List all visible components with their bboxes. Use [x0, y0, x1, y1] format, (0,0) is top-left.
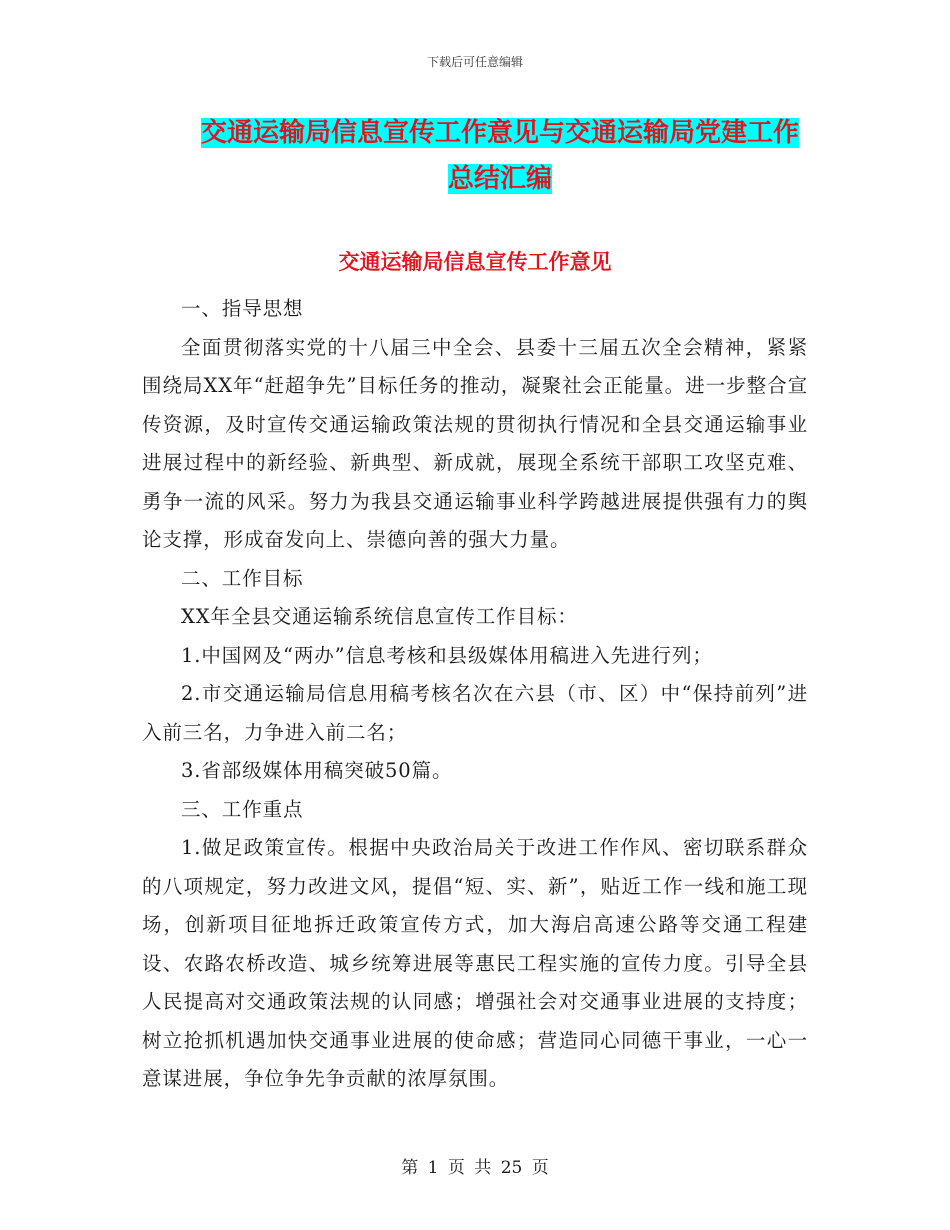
goal-item-3: 3.省部级媒体用稿突破50篇。	[181, 759, 453, 782]
document-body	[142, 290, 808, 1099]
page-footer: 第 1 页 共 25 页	[401, 1158, 549, 1178]
paragraph-policy-publicity: 1.做足政策宣传。根据中央政治局关于改进工作作风、密切联系群众的八项规定，努力改进文风，提倡“短、实、新”，贴近工作一线和施工现场，创新项目征地拆迁政策宣传方式，加大海启高速公路等交通工程建设、农路农桥改造、城乡统筹进展等惠民工程实施的宣传力度。引导全县人民提高对交通政策法规的认同感；增强社会对交通事业进展的支持度；树立抢抓机遇加快交通事业进展的使命感；营造同心同德干事业，一心一意谋进展，争位争先争贡献的浓厚氛围。	[142, 836, 808, 1090]
document-title-line-2: 总结汇编	[447, 164, 552, 194]
heading-work-focus: 三、工作重点	[181, 797, 304, 821]
section-title: 交通运输局信息宣传工作意见	[338, 250, 612, 274]
goal-item-2: 2.市交通运输局信息用稿考核名次在六县（市、区）中“保持前列”进入前三名，力争进入前二名；	[142, 682, 808, 744]
document-title	[150, 110, 850, 202]
document-title-line-1: 交通运输局信息宣传工作意见与交通运输局党建工作	[200, 118, 799, 148]
goal-item-1: 1.中国网及“两办”信息考核和县级媒体用稿进入先进行列；	[181, 643, 713, 667]
paragraph-guiding-ideology: 全面贯彻落实党的十八届三中全会、县委十三届五次全会精神，紧紧围绕局XX年“赶超争先”目标任务的推动，凝聚社会正能量。进一步整合宣传资源，及时宣传交通运输政策法规的贯彻执行情况和全县交通运输事业进展过程中的新经验、新典型、新成就，展现全系统干部职工攻坚克难、勇争一流的风采。努力为我县交通运输事业科学跨越进展提供强有力的舆论支撑，形成奋发向上、崇德向善的强大力量。	[142, 335, 808, 551]
heading-work-goals: 二、工作目标	[181, 566, 304, 590]
header-note: 下载后可任意编辑	[426, 55, 523, 69]
paragraph-goals-intro: XX年全县交通运输系统信息宣传工作目标：	[181, 605, 578, 628]
heading-guiding-ideology: 一、指导思想	[181, 297, 304, 320]
